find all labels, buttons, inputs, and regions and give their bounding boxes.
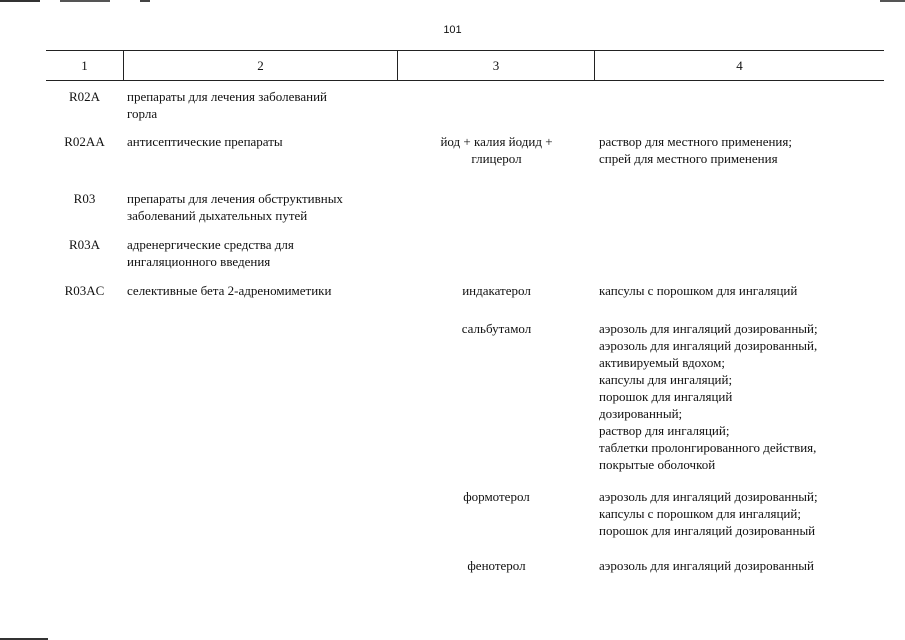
row-name: адренергические средства для ингаляционного введения — [127, 237, 294, 269]
row-name: антисептические препараты — [127, 134, 283, 149]
row-form: аэрозоль для ингаляций дозированный; капсулы с порошком для ингаляций; порошок для ингаляций дозированный — [599, 489, 818, 538]
row-code: R03AC — [64, 283, 105, 298]
table-header — [46, 50, 884, 81]
row-name: препараты для лечения заболеваний горла — [127, 89, 327, 121]
row-inn: формотерол — [463, 489, 530, 504]
row-inn: индакатерол — [462, 283, 531, 298]
row-form: капсулы с порошком для ингаляций — [599, 283, 798, 298]
row-form: аэрозоль для ингаляций дозированный — [599, 558, 815, 573]
header-col-3: 3 — [397, 51, 594, 80]
row-inn: фенотерол — [467, 558, 526, 573]
page-number: 101 — [443, 24, 462, 36]
header-col-2: 2 — [123, 51, 397, 80]
row-code: R03A — [68, 237, 101, 252]
row-name: препараты для лечения обструктивных заболеваний дыхательных путей — [127, 191, 343, 223]
scan-edge-top — [0, 0, 905, 2]
row-name: селективные бета 2-адреномиметики — [127, 283, 332, 298]
row-inn: йод + калия йодид + глицерол — [440, 134, 553, 166]
row-code: R02AA — [64, 134, 105, 149]
row-form: аэрозоль для ингаляций дозированный; аэрозоль для ингаляций дозированный, активируемый вдохом; капсулы для ингаляций; порошок для ингаляций дозированный; раствор для ингаляций; таблетки пролонгированного действия, покрытые оболочкой — [599, 321, 818, 472]
row-inn: сальбутамол — [461, 321, 532, 336]
row-code: R02A — [68, 89, 101, 104]
header-col-1: 1 — [81, 57, 88, 73]
header-col-4: 4 — [594, 51, 884, 80]
row-form: раствор для местного применения; спрей для местного применения — [599, 134, 792, 166]
row-code: R03 — [73, 191, 96, 206]
